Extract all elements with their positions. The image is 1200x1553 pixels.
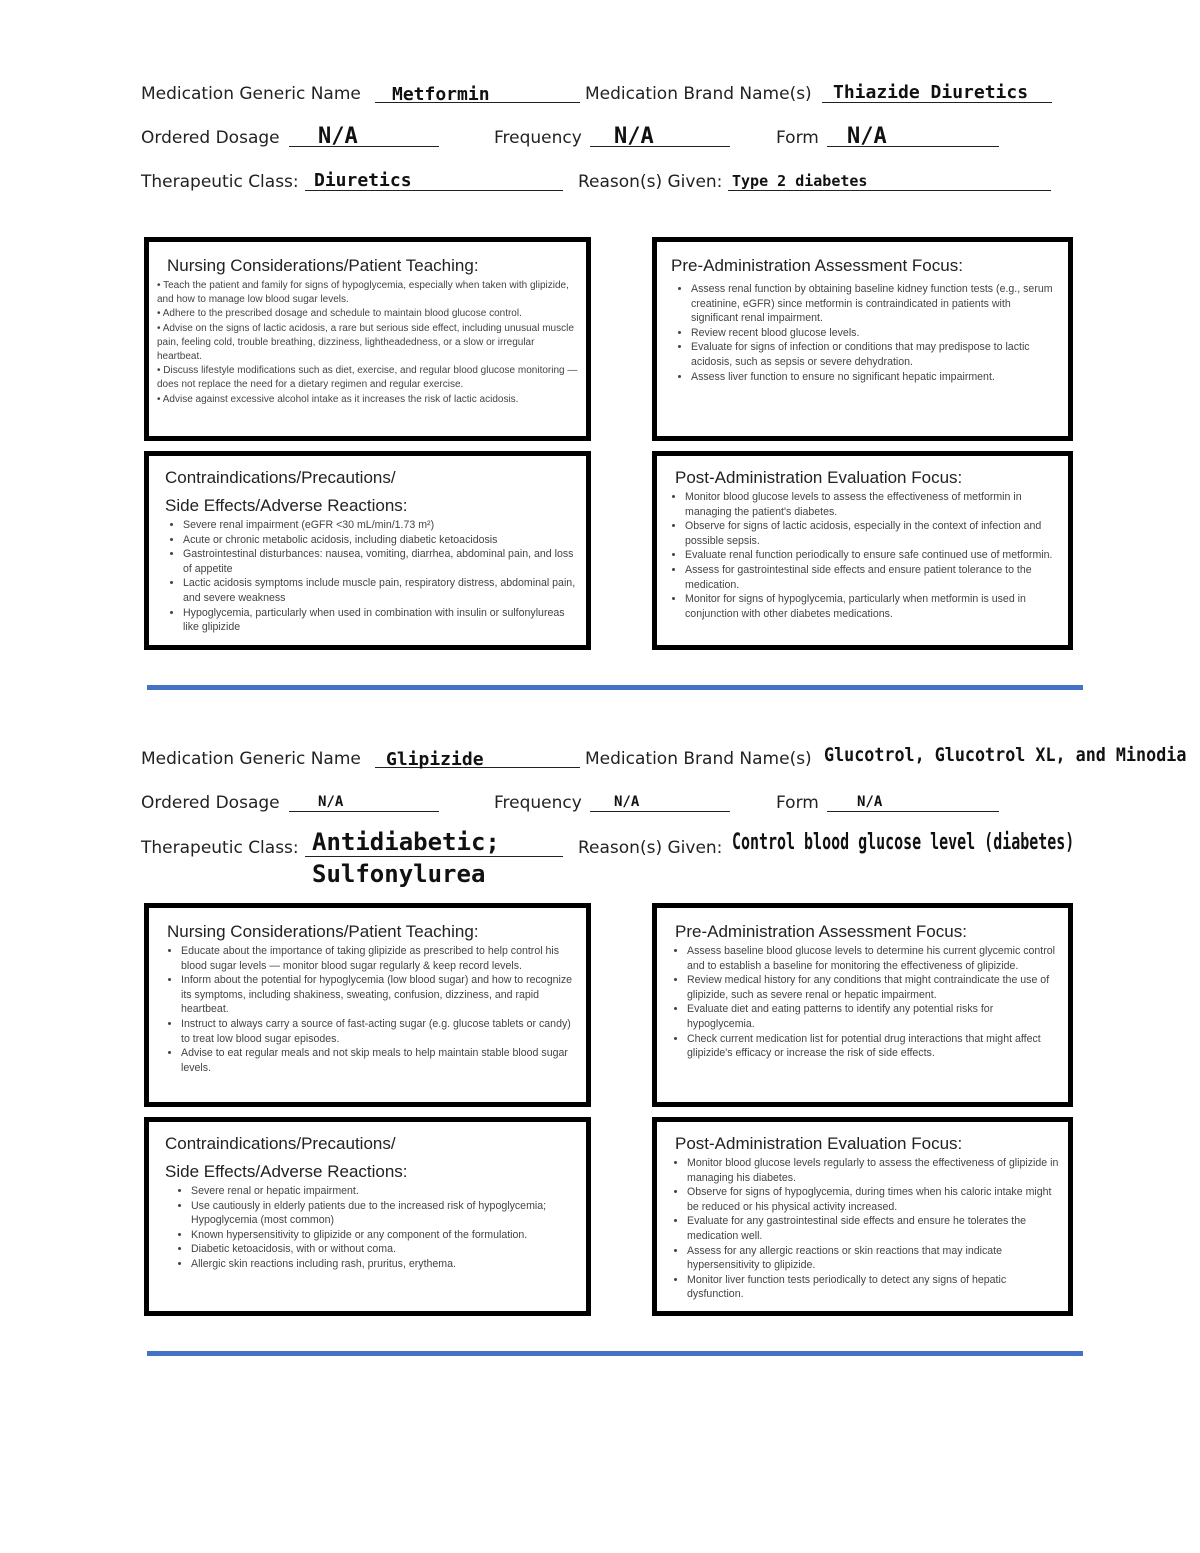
list-item: • Monitor for signs of hypoglycemia, particularly when metformin is used in conjunction with other diabetes medications. (685, 592, 1062, 621)
contraindications-list (165, 1184, 576, 1272)
list-item: • Assess liver function to ensure no significant hepatic impairment. (691, 370, 1058, 385)
nursing-considerations-title: Nursing Considerations/Patient Teaching: (167, 922, 479, 941)
form-label: Form (776, 793, 819, 813)
pre-administration-list (669, 944, 1060, 1061)
generic-name-label: Medication Generic Name (141, 749, 361, 769)
pre-administration-title: Pre-Administration Assessment Focus: (675, 922, 967, 941)
form-value: N/A (857, 794, 883, 810)
reason-line (728, 190, 1051, 191)
post-administration-list (669, 1156, 1060, 1302)
list-item: • Assess baseline blood glucose levels to determine his current glycemic control and to establish a baseline for monitoring the effectiveness of glipizide. (687, 944, 1060, 973)
list-item: • Assess for any allergic reactions or skin reactions that may indicate hypersensitivity to glipizide. (687, 1244, 1060, 1273)
list-item: • Known hypersensitivity to glipizide or any component of the formulation. (191, 1228, 576, 1243)
form-label: Form (776, 128, 819, 148)
brand-name-value: Glucotrol, Glucotrol XL, and Minodia (824, 744, 1187, 766)
nursing-considerations-box (144, 903, 591, 1107)
list-item: • Review recent blood glucose levels. (691, 326, 1058, 341)
post-administration-list (667, 490, 1062, 621)
list-item: • Assess renal function by obtaining baseline kidney function tests (e.g., serum creatinine, eGFR) since metformin is contraindicated in patients with significant renal impairment. (691, 282, 1058, 326)
list-item: • Inform about the potential for hypoglycemia (low blood sugar) and how to recognize its symptoms, including shakiness, sweating, confusion, dizziness, and rapid heartbeat. (181, 973, 576, 1017)
reason-label: Reason(s) Given: (578, 838, 723, 858)
dosage-value: N/A (318, 794, 344, 810)
therapeutic-class-value: Antidiabetic; (312, 828, 500, 856)
nursing-considerations-title: Nursing Considerations/Patient Teaching: (167, 256, 479, 275)
list-item: • Evaluate for signs of infection or conditions that may predispose to lactic acidosis, such as sepsis or severe dehydration. (691, 340, 1058, 369)
post-administration-box (652, 1117, 1073, 1316)
brand-name-label: Medication Brand Name(s) (585, 84, 812, 104)
list-item: • Instruct to always carry a source of fast-acting sugar (e.g. glucose tablets or candy) to treat low blood sugar episodes. (181, 1017, 576, 1046)
section-divider (147, 685, 1083, 690)
list-item: • Advise against excessive alcohol intake as it increases the risk of lactic acidosis. (157, 393, 519, 405)
frequency-value: N/A (614, 124, 654, 149)
list-item: • Observe for signs of lactic acidosis, especially in the context of infection and possible sepsis. (685, 519, 1062, 548)
dosage-label: Ordered Dosage (141, 793, 280, 813)
contraindications-title-line1: Contraindications/Precautions/ (165, 468, 396, 487)
list-item: • Evaluate for any gastrointestinal side effects and ensure he tolerates the medication well. (687, 1214, 1060, 1243)
therapeutic-class-value-line2: Sulfonylurea (312, 860, 486, 888)
frequency-line (590, 811, 730, 812)
list-item: • Diabetic ketoacidosis, with or without coma. (191, 1242, 576, 1257)
list-item: • Advise to eat regular meals and not skip meals to help maintain stable blood sugar levels. (181, 1046, 576, 1075)
post-administration-title: Post-Administration Evaluation Focus: (675, 468, 963, 487)
contraindications-box (144, 1117, 591, 1316)
list-item: • Teach the patient and family for signs of hypoglycemia, especially when taken with glipizide, and how to manage low blood sugar levels. (157, 280, 569, 306)
list-item: • Check current medication list for potential drug interactions that might affect glipizide's efficacy or increase the risk of side effects. (687, 1032, 1060, 1061)
list-item: • Severe renal impairment (eGFR <30 mL/min/1.73 m²) (183, 518, 576, 533)
form-line (827, 811, 999, 812)
contraindications-title-line1: Contraindications/Precautions/ (165, 1134, 396, 1153)
list-item: • Allergic skin reactions including rash, pruritus, erythema. (191, 1257, 576, 1272)
post-administration-title: Post-Administration Evaluation Focus: (675, 1134, 963, 1153)
generic-name-value: Metformin (392, 84, 490, 105)
nursing-considerations-list (163, 944, 576, 1075)
pre-administration-box (652, 237, 1073, 441)
list-item: • Monitor liver function tests periodically to detect any signs of hepatic dysfunction. (687, 1273, 1060, 1302)
dosage-value: N/A (318, 124, 358, 149)
contraindications-list (165, 518, 576, 635)
brand-name-label: Medication Brand Name(s) (585, 749, 812, 769)
pre-administration-title: Pre-Administration Assessment Focus: (671, 256, 963, 275)
frequency-line (590, 146, 730, 147)
frequency-label: Frequency (494, 128, 582, 148)
dosage-label: Ordered Dosage (141, 128, 280, 148)
therapeutic-class-label: Therapeutic Class: (141, 838, 299, 858)
frequency-value: N/A (614, 794, 640, 810)
dosage-line (289, 811, 439, 812)
frequency-label: Frequency (494, 793, 582, 813)
list-item: • Acute or chronic metabolic acidosis, including diabetic ketoacidosis (183, 533, 576, 548)
post-administration-box (652, 451, 1073, 650)
form-value: N/A (847, 124, 887, 149)
contraindications-title-line2: Side Effects/Adverse Reactions: (165, 496, 408, 515)
list-item: • Hypoglycemia, particularly when used in combination with insulin or sulfonylureas like glipizide (183, 606, 576, 635)
dosage-line (289, 146, 439, 147)
list-item: • Assess for gastrointestinal side effects and ensure patient tolerance to the medication. (685, 563, 1062, 592)
list-item: • Evaluate renal function periodically to ensure safe continued use of metformin. (685, 548, 1062, 563)
list-item: • Use cautiously in elderly patients due to the increased risk of hypoglycemia; Hypoglycemia (most common) (191, 1199, 576, 1228)
list-item: • Review medical history for any conditions that might contraindicate the use of glipizide, such as severe renal or hepatic impairment. (687, 973, 1060, 1002)
list-item: • Monitor blood glucose levels to assess the effectiveness of metformin in managing the patient's diabetes. (685, 490, 1062, 519)
nursing-considerations-list (157, 279, 580, 407)
therapeutic-class-value: Diuretics (314, 170, 412, 191)
list-item: • Discuss lifestyle modifications such as diet, exercise, and regular blood glucose monitoring — does not replace the need for a dietary regimen and regular exercise. (157, 365, 578, 391)
list-item: • Educate about the importance of taking glipizide as prescribed to help control his blood sugar levels — monitor blood sugar regularly & keep record levels. (181, 944, 576, 973)
list-item: • Gastrointestinal disturbances: nausea, vomiting, diarrhea, abdominal pain, and loss of appetite (183, 547, 576, 576)
list-item: • Severe renal or hepatic impairment. (191, 1184, 576, 1199)
nursing-considerations-box (144, 237, 591, 441)
section-divider (147, 1351, 1083, 1356)
reason-value: Control blood glucose level (diabetes) (732, 830, 1075, 855)
list-item: • Observe for signs of hypoglycemia, during times when his caloric intake might be reduced or his physical activity increased. (687, 1185, 1060, 1214)
generic-name-value: Glipizide (386, 749, 484, 770)
list-item: • Adhere to the prescribed dosage and schedule to maintain blood glucose control. (157, 308, 522, 320)
reason-value: Type 2 diabetes (732, 172, 868, 190)
list-item: • Monitor blood glucose levels regularly to assess the effectiveness of glipizide in managing his diabetes. (687, 1156, 1060, 1185)
contraindications-box (144, 451, 591, 650)
list-item: • Lactic acidosis symptoms include muscle pain, respiratory distress, abdominal pain, and severe weakness (183, 576, 576, 605)
reason-label: Reason(s) Given: (578, 172, 723, 192)
contraindications-title-line2: Side Effects/Adverse Reactions: (165, 1162, 408, 1181)
brand-name-value: Thiazide Diuretics (833, 82, 1029, 103)
pre-administration-box (652, 903, 1073, 1107)
pre-administration-list (671, 282, 1058, 384)
list-item: • Evaluate diet and eating patterns to identify any potential risks for hypoglycemia. (687, 1002, 1060, 1031)
therapeutic-class-label: Therapeutic Class: (141, 172, 299, 192)
generic-name-label: Medication Generic Name (141, 84, 361, 104)
therapeutic-class-line (305, 856, 563, 857)
list-item: • Advise on the signs of lactic acidosis, a rare but serious side effect, including unusual muscle pain, feeling cold, trouble breathing, dizziness, lightheadedness, or a slow or irregular heartbeat. (157, 322, 574, 363)
